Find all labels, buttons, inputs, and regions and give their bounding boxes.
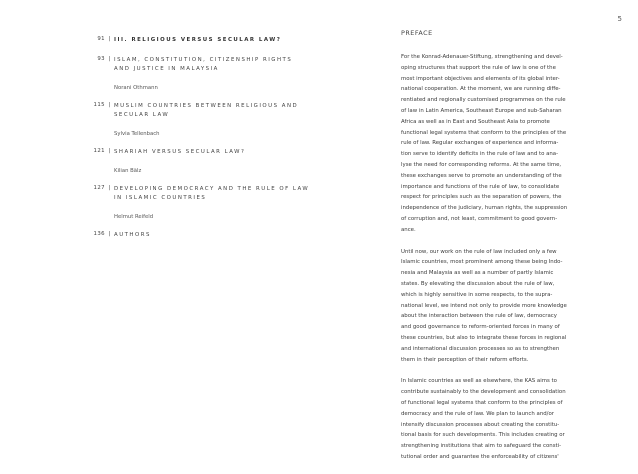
text-line: which is highly sensitive in some respects, to the supra- — [401, 291, 553, 298]
table-of-contents — [85, 36, 375, 251]
toc-author: Helmut Reifeld — [114, 214, 154, 220]
toc-page-number: 91 — [97, 36, 105, 42]
text-line: tutional order and guarantee the enforceability of citizens' — [401, 453, 559, 460]
toc-entry[interactable] — [85, 36, 375, 45]
text-line: about the interaction between the rule of law, democracy — [401, 313, 557, 320]
toc-entry[interactable] — [85, 148, 375, 174]
toc-separator: | — [108, 185, 111, 191]
text-line: of corruption and, not least, commitment to good govern- — [401, 215, 558, 222]
toc-entry[interactable] — [85, 102, 375, 137]
toc-entry[interactable] — [85, 185, 375, 220]
toc-page-number: 127 — [93, 185, 105, 191]
toc-page-number: 121 — [93, 148, 105, 154]
text-line: and good governance to reform-oriented forces in many of — [401, 324, 560, 331]
text-line: rentiated and regionally customised programmes on the rule — [401, 97, 566, 104]
text-line: independence of the judiciary, human rights, the suppression — [401, 205, 568, 212]
toc-entry[interactable] — [85, 56, 375, 91]
preface-paragraph — [401, 376, 623, 462]
toc-page-number: 115 — [93, 102, 105, 108]
toc-title-line: SECULAR LAW — [114, 112, 170, 118]
text-line: importance and functions of the rule of law, to consolidate — [401, 183, 560, 190]
text-line: these exchanges serve to promote an understanding of the — [401, 172, 562, 179]
text-line: Islamic countries, most prominent among these being Indo- — [401, 259, 563, 266]
preface-paragraph — [401, 52, 623, 236]
text-line: oping structures that support the rule of law is one of the — [401, 64, 556, 71]
toc-separator: | — [108, 56, 111, 62]
toc-separator: | — [108, 148, 111, 154]
toc-author: Sylvia Tellenbach — [114, 131, 160, 137]
text-line: tional basis for such developments. This includes creating or — [401, 432, 565, 439]
toc-entry[interactable] — [85, 231, 375, 240]
toc-title-line: ISLAM, CONSTITUTION, CITIZENSHIP RIGHTS — [114, 57, 293, 63]
toc-title-line: AND JUSTICE IN MALAYSIA — [114, 66, 219, 72]
preface-section — [401, 29, 623, 474]
toc-page-number: 93 — [97, 56, 105, 62]
toc-title-line: AUTHORS — [114, 232, 151, 238]
text-line: contribute sustainably to the development and consolidation — [401, 389, 566, 396]
text-line: ance. — [401, 226, 416, 233]
text-line: them in their perception of their reform efforts. — [401, 356, 529, 363]
page-number: 5 — [617, 15, 622, 23]
toc-page-number: 136 — [93, 231, 105, 237]
text-line: national level, we intend not only to provide more knowledge — [401, 302, 567, 309]
text-line: states. By elevating the discussion about the rule of law, — [401, 280, 555, 287]
text-line: For the Konrad-Adenauer-Stiftung, strengthening and devel- — [401, 54, 563, 60]
text-line: most important objectives and elements of its global inter- — [401, 75, 560, 82]
preface-heading: PREFACE — [401, 29, 433, 37]
text-line: Africa as well as in East and Southeast Asia to promote — [401, 118, 550, 125]
toc-separator: | — [108, 102, 111, 108]
text-line: lyse the need for corresponding reforms. At the same time, — [401, 161, 562, 168]
text-line: of functional legal systems that conform to the principles of — [401, 399, 563, 406]
text-line: democracy and the rule of law. We plan to launch and/or — [401, 410, 554, 417]
text-line: strengthening institutions that aim to safeguard the consti- — [401, 443, 562, 450]
toc-title-line: DEVELOPING DEMOCRACY AND THE RULE OF LAW — [114, 186, 310, 192]
preface-body — [401, 52, 623, 463]
toc-title-line: MUSLIM COUNTRIES BETWEEN RELIGIOUS AND — [114, 103, 299, 109]
text-line: tion serve to identify deficits in the rule of law and to ana- — [401, 151, 559, 158]
toc-separator: | — [108, 231, 111, 237]
text-line: functional legal systems that conform to the principles of the — [401, 129, 567, 136]
toc-separator: | — [108, 36, 111, 42]
preface-paragraph — [401, 247, 623, 366]
toc-title-line: SHARIAH VERSUS SECULAR LAW? — [114, 149, 246, 155]
toc-title-line: IN ISLAMIC COUNTRIES — [114, 195, 207, 201]
text-line: respect for principles such as the separation of powers, the — [401, 194, 562, 201]
text-line: rule of law. Regular exchanges of experience and informa- — [401, 140, 559, 147]
toc-title-line: III. RELIGIOUS VERSUS SECULAR LAW? — [114, 37, 282, 43]
toc-author: Norani Othmann — [114, 85, 158, 91]
text-line: In Islamic countries as well as elsewhere, the KAS aims to — [401, 378, 557, 385]
text-line: Until now, our work on the rule of law included only a few — [401, 248, 557, 255]
text-line: nesia and Malaysia as well as a number of partly Islamic — [401, 270, 554, 277]
text-line: these countries, but also to integrate these forces in regional — [401, 334, 567, 341]
text-line: intensify discussion processes about creating the constitu- — [401, 421, 560, 428]
text-line: and international discussion processes so as to strengthen — [401, 345, 560, 352]
text-line: national cooperation. At the moment, we are running diffe- — [401, 86, 561, 93]
toc-author: Kilian Bälz — [114, 168, 142, 174]
text-line: of law in Latin America, Southeast Europe and sub-Saharan — [401, 107, 562, 114]
